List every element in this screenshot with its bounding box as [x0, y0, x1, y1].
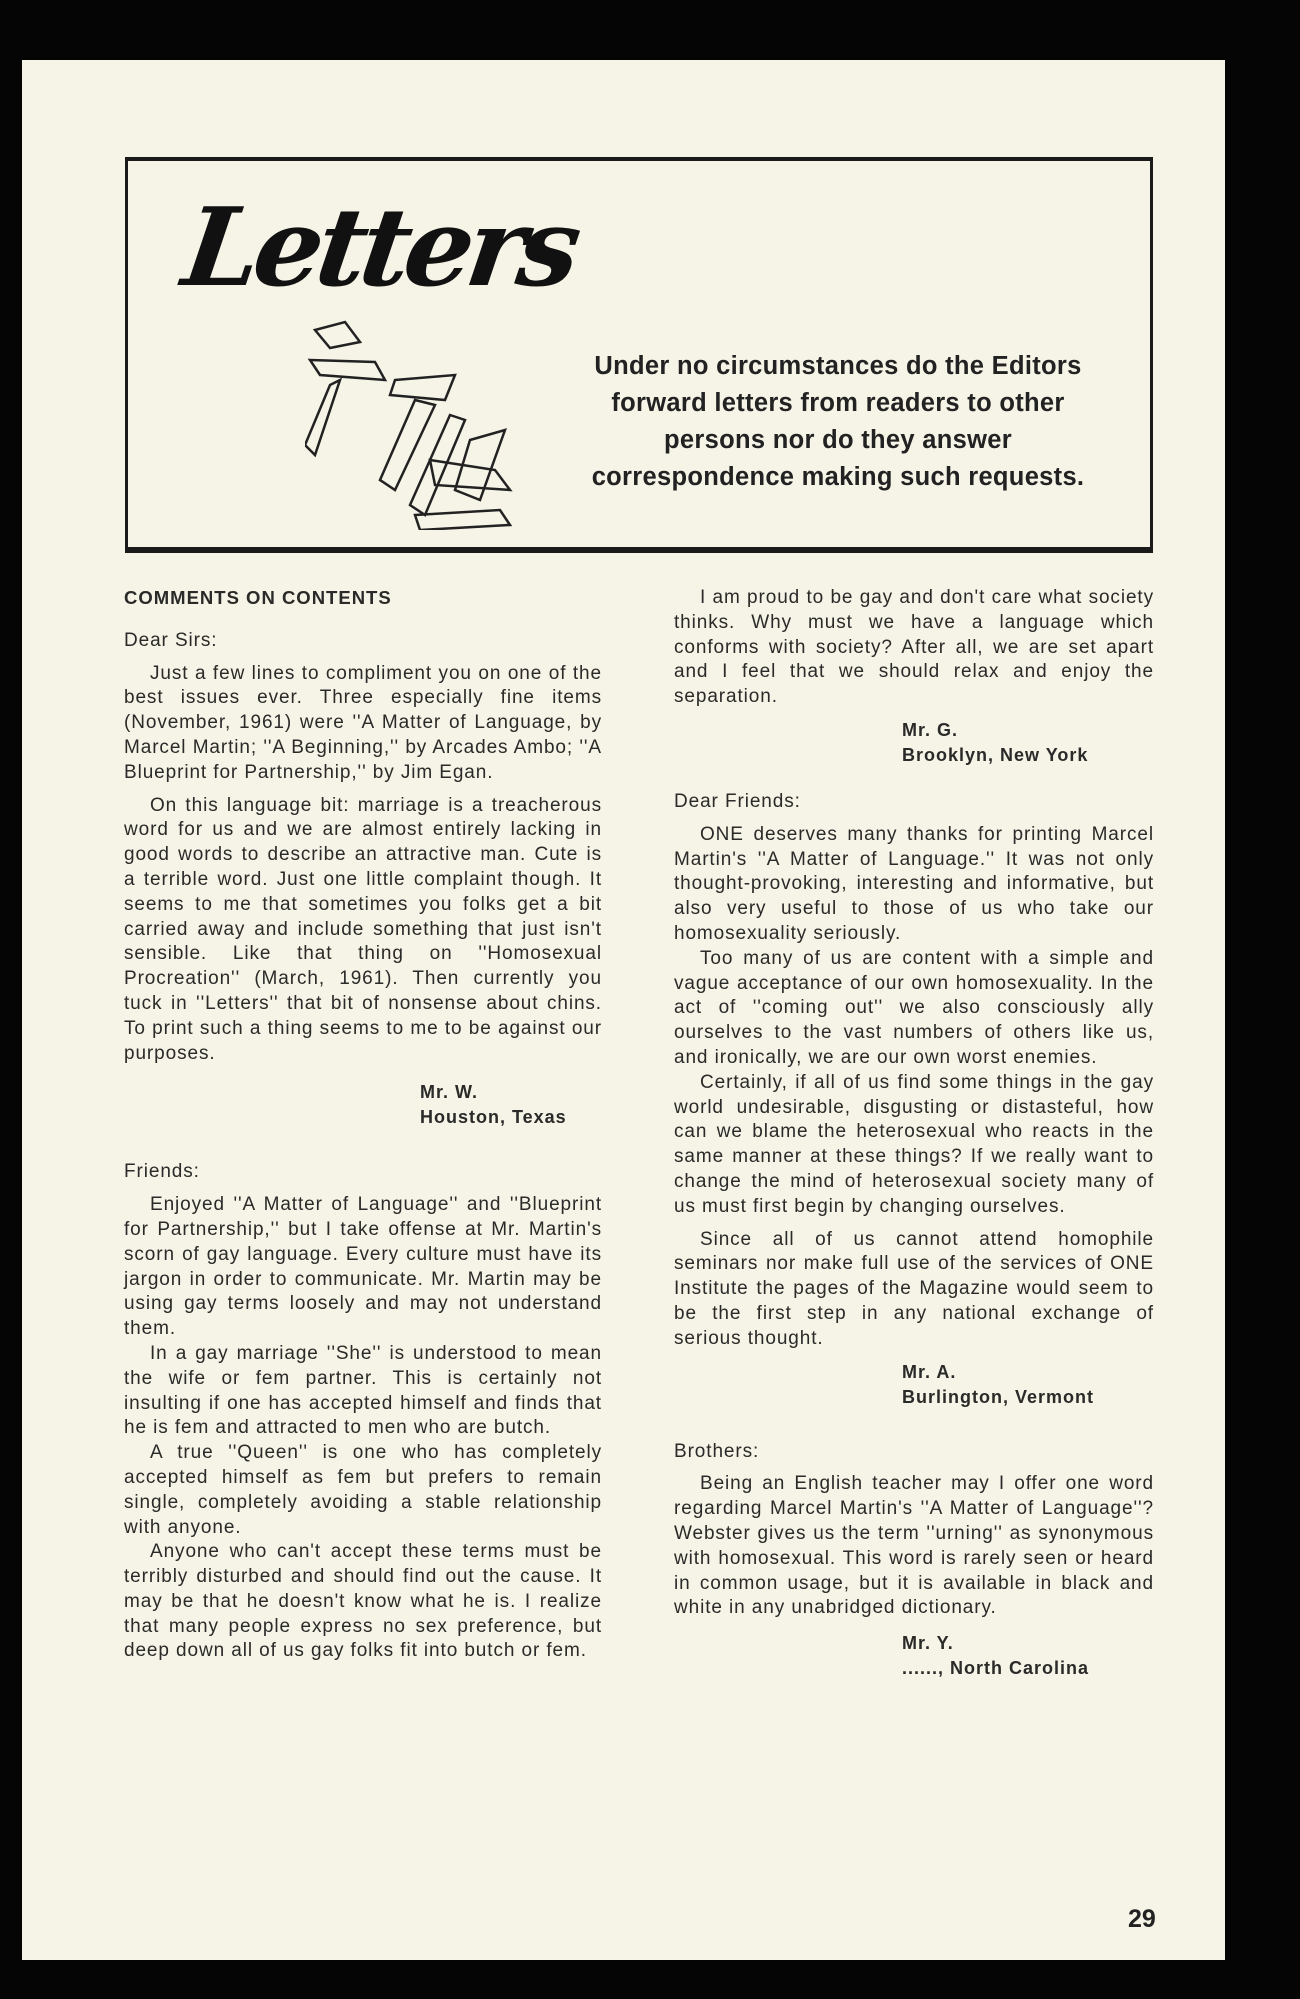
letter-signature — [674, 718, 1154, 768]
letter-paragraph: Too many of us are content with a simple and vague acceptance of our own homosexuality. In the act of ''coming out'' we also consciously ally ourselves to the vast numbers of others like us, and ironically, we are our own worst enemies. — [674, 947, 1154, 1068]
letter-paragraph: Just a few lines to compliment you on one of the best issues ever. Three especially fine items (November, 1961) were ''A Matter of Language, by Marcel Martin; ''A Beginning,'' by Arcades Ambo; ''A Blueprint for Partnership,'' by Jim Egan. — [124, 662, 602, 783]
signature-location: Houston, Texas — [420, 1107, 567, 1128]
letter-paragraph: I am proud to be gay and don't care what society thinks. Why must we have a language which conforms with society? After all, we are set apart and I feel that we should relax and enjoy the separation. — [674, 587, 1154, 708]
falling-letters-illustration — [305, 320, 565, 530]
page-number: 29 — [1128, 1905, 1156, 1933]
salutation: Friends: — [124, 1161, 200, 1183]
signature-name: Mr. A. — [902, 1361, 957, 1382]
letter-signature — [124, 1080, 602, 1130]
letter-paragraph: On this language bit: marriage is a treacherous word for us and we are almost entirely lacking in good words to describe an attractive man. Cute is a terrible word. Just one little complaint though. It seems to me that sometimes you folks get a bit carried away and include something that just isn't sensible. Like that thing on ''Homosexual Procreation'' (March, 1961). Then currently you tuck in ''Letters'' that bit of nonsense about chins. To print such a thing seems to me to be against our purposes. — [124, 794, 602, 1064]
left-column — [124, 586, 602, 1664]
page-title: Letters — [176, 185, 583, 311]
letter-paragraph: Anyone who can't accept these terms must be terribly disturbed and should find out the cause. It may be that he doesn't know what he is. I realize that many people express no sex preference, but deep down all of us gay folks fit into butch or fem. — [124, 1541, 602, 1662]
letter-paragraph: Certainly, if all of us find some things in the gay world undesirable, disgusting or distasteful, how can we blame the heterosexual who reacts in the same manner at these things? If we really want to change the mind of heterosexual society many of us must first begin by changing ourselves. — [674, 1071, 1154, 1217]
editors-notice: Under no circumstances do the Editors forward letters from readers to other persons nor do they answer correspondence making such requests. — [591, 352, 1085, 491]
letter-paragraph: In a gay marriage ''She'' is understood to mean the wife or fem partner. This is certainly not insulting if one has accepted himself and finds that he is fem and attracted to men who are butch. — [124, 1342, 602, 1439]
signature-name: Mr. Y. — [902, 1633, 954, 1654]
salutation: Dear Friends: — [674, 790, 801, 812]
right-column — [674, 586, 1154, 1711]
letter-paragraph: Being an English teacher may I offer one word regarding Marcel Martin's ''A Matter of Language''? Webster gives us the term ''urning'' as synonymous with homosexual. This word is rarely seen or heard in common usage, but it is available in black and white in any unabridged dictionary. — [674, 1473, 1154, 1619]
section-heading: COMMENTS ON CONTENTS — [124, 587, 392, 608]
signature-location: Brooklyn, New York — [902, 744, 1089, 765]
letter-signature — [674, 1631, 1154, 1681]
salutation: Dear Sirs: — [124, 629, 218, 651]
letter-paragraph: ONE deserves many thanks for printing Marcel Martin's ''A Matter of Language.'' It was not only thought-provoking, interesting and informative, but also very useful to those of us who take our homosexuality seriously. — [674, 823, 1154, 944]
letter-paragraph: Since all of us cannot attend homophile seminars nor make full use of the services of ONE Institute the pages of the Magazine would seem to be the first step in any national exchange of serious thought. — [674, 1228, 1154, 1349]
letter-paragraph: A true ''Queen'' is one who has completely accepted himself as fem but prefers to remain single, completely avoiding a stable relationship with anyone. — [124, 1442, 602, 1538]
signature-location: ......, North Carolina — [902, 1658, 1090, 1679]
signature-name: Mr. W. — [420, 1082, 479, 1103]
letter-signature — [674, 1360, 1154, 1410]
letter-paragraph: Enjoyed ''A Matter of Language'' and ''Blueprint for Partnership,'' but I take offense at Mr. Martin's scorn of gay language. Every culture must have its jargon in order to communicate. Mr. Martin may be using gay terms loosely and may not understand them. — [124, 1194, 602, 1340]
signature-name: Mr. G. — [902, 719, 959, 740]
signature-location: Burlington, Vermont — [902, 1386, 1094, 1407]
salutation: Brothers: — [674, 1440, 760, 1462]
